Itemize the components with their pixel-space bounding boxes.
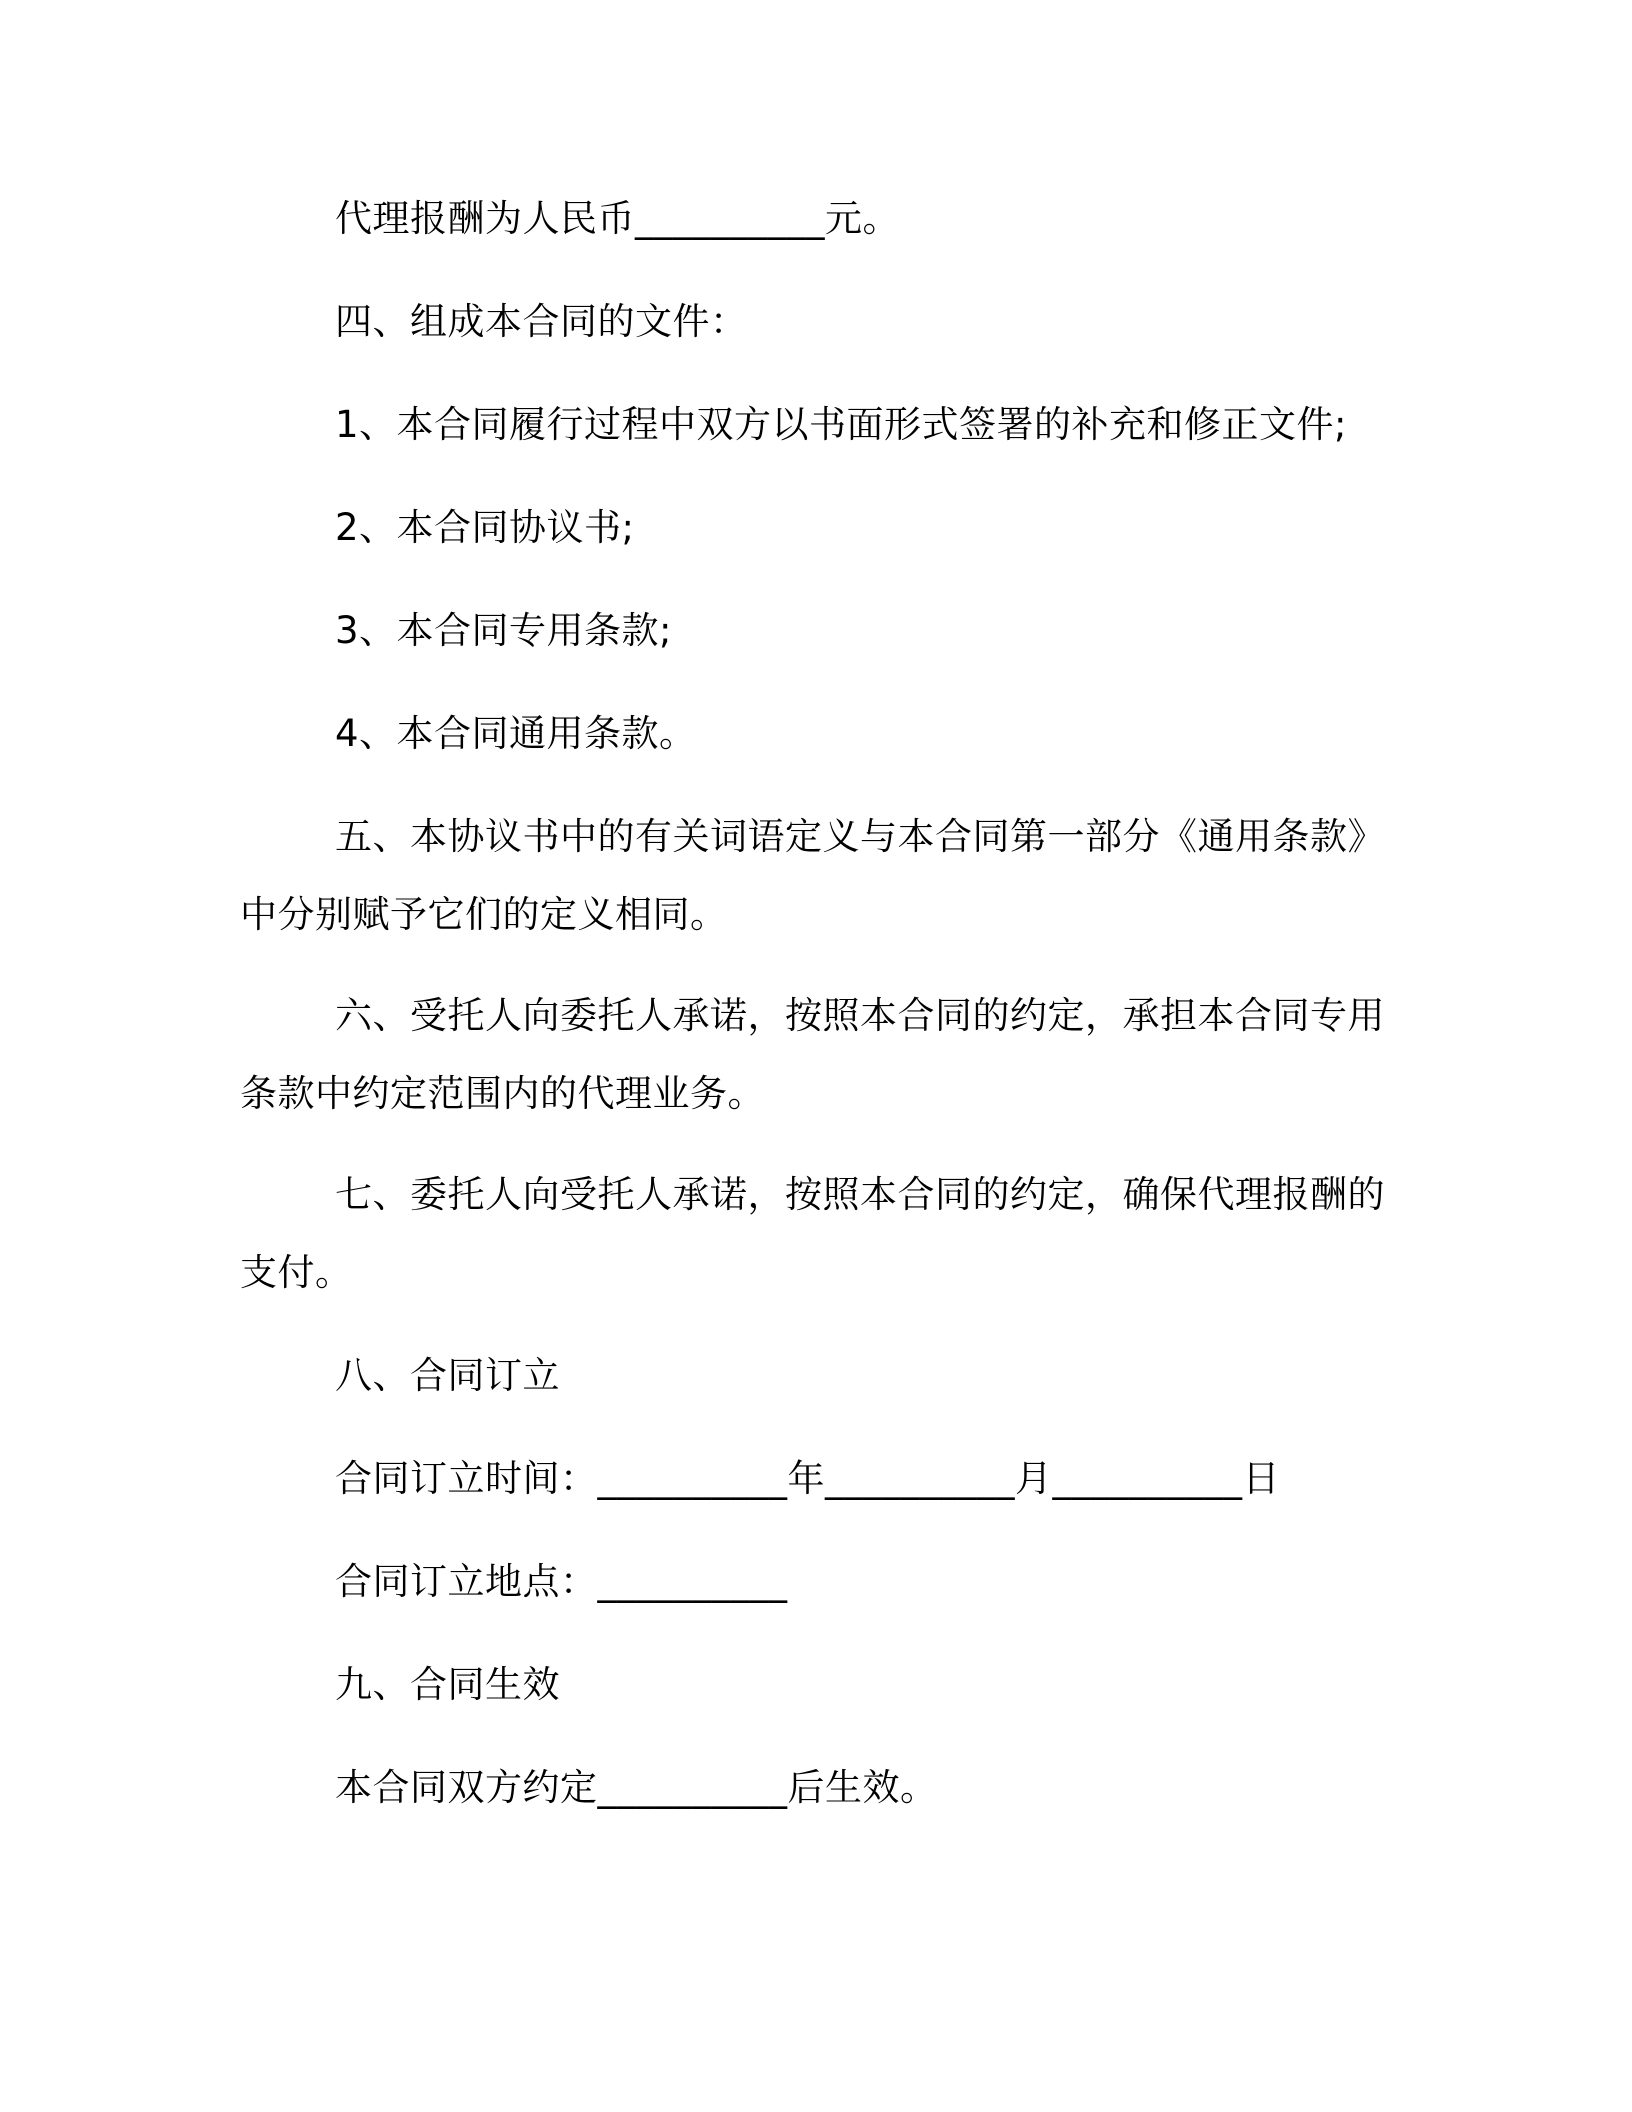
document-item-2: 2、本合同协议书; — [335, 506, 635, 549]
document-item-4: 4、本合同通用条款。 — [335, 712, 697, 755]
section-7-line-2: 支付。 — [240, 1251, 353, 1294]
section-4-heading: 四、组成本合同的文件： — [335, 300, 748, 343]
section-7-line-1: 七、委托人向受托人承诺，按照本合同的约定，确保代理报酬的 — [335, 1173, 1385, 1216]
signing-place-line: 合同订立地点：__________ — [335, 1560, 788, 1603]
section-9-heading: 九、合同生效 — [335, 1663, 560, 1706]
section-6-line-1: 六、受托人向委托人承诺，按照本合同的约定，承担本合同专用 — [335, 994, 1385, 1037]
document-item-3: 3、本合同专用条款; — [335, 609, 673, 652]
section-6-line-2: 条款中约定范围内的代理业务。 — [240, 1072, 765, 1115]
document-item-1: 1、本合同履行过程中双方以书面形式签署的补充和修正文件; — [335, 403, 1348, 446]
section-5-line-1: 五、本协议书中的有关词语定义与本合同第一部分《通用条款》 — [335, 815, 1385, 858]
effective-line: 本合同双方约定__________后生效。 — [335, 1766, 938, 1809]
section-5-line-2: 中分别赋予它们的定义相同。 — [240, 893, 728, 936]
remuneration-line: 代理报酬为人民币__________元。 — [335, 197, 900, 240]
section-8-heading: 八、合同订立 — [335, 1354, 560, 1397]
signing-date-line: 合同订立时间：__________年__________月__________日 — [335, 1457, 1280, 1500]
